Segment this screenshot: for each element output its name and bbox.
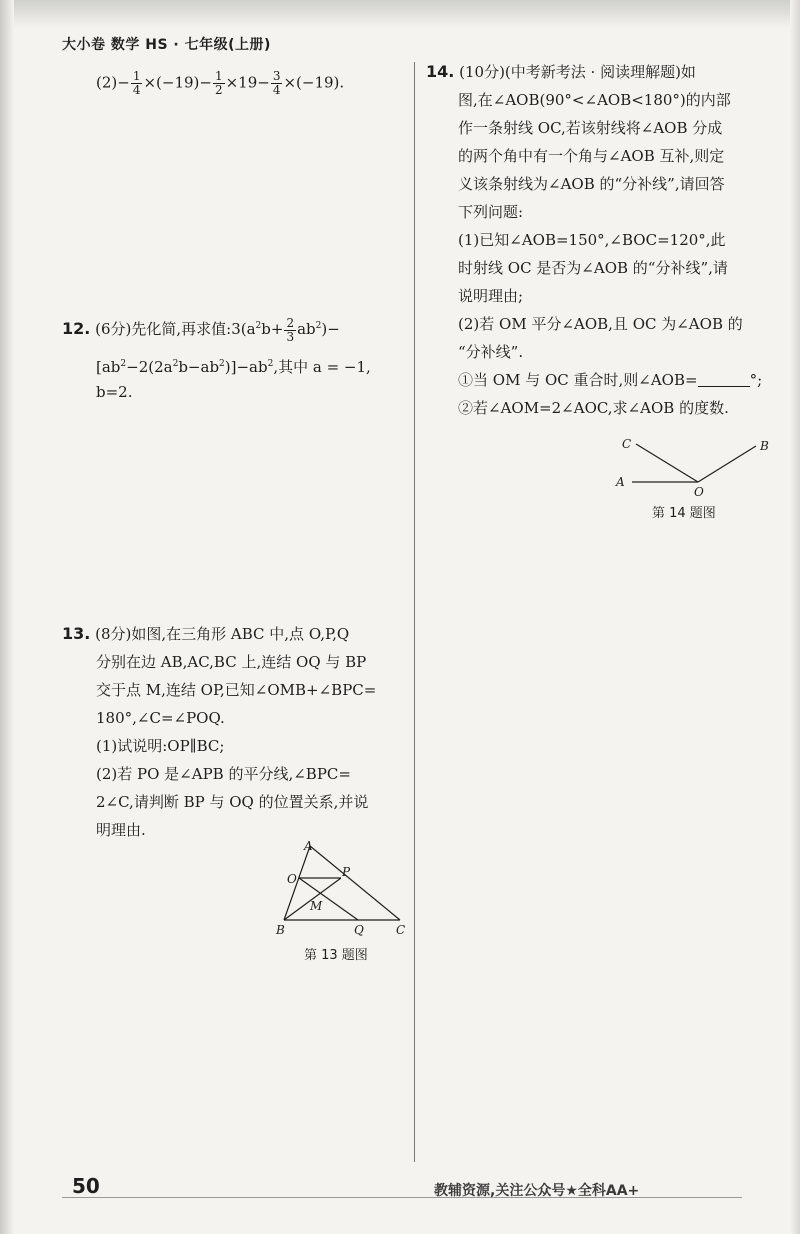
label-b: B: [276, 923, 285, 937]
column-divider: [414, 62, 415, 1162]
q12-line2: $[ab^2-2(2a^2b-ab^2)]-ab^2$,其中 a = −1,: [96, 358, 371, 376]
q14-line2: 图,在∠AOB(90°<∠AOB<180°)的内部: [458, 91, 731, 109]
q13-line1: 13. (8分)如图,在三角形 ABC 中,点 O,P,Q: [62, 624, 350, 643]
ray-oc: [636, 444, 698, 482]
q13-line4: 180°,∠C=∠POQ.: [96, 709, 225, 727]
q14-line8: 时射线 OC 是否为∠AOB 的“分补线”,请: [458, 259, 728, 277]
q13-line5: (1)试说明:OP∥BC;: [96, 737, 225, 755]
q13-line7: 2∠C,请判断 BP 与 OQ 的位置关系,并说: [96, 793, 369, 811]
q14-line3: 作一条射线 OC,若该射线将∠AOB 分成: [458, 119, 723, 137]
label-q: Q: [354, 923, 364, 937]
page-number: 50: [72, 1174, 100, 1198]
q11-part2: (2)− $\frac{1}{4}$ ×(−19)− $\frac{1}{2}$ ×19− $\frac{3}{4}$ ×(−19).: [96, 69, 345, 97]
q14-line12: ①当 OM 与 OC 重合时,则∠AOB= °;: [458, 371, 763, 389]
q14-line5: 义该条射线为∠AOB 的“分补线”,请回答: [458, 175, 725, 193]
q14-line13: ②若∠AOM=2∠AOC,求∠AOB 的度数.: [458, 399, 729, 417]
q14-line10: (2)若 OM 平分∠AOB,且 OC 为∠AOB 的: [458, 315, 743, 333]
label-o: O: [287, 872, 297, 886]
fraction: $\frac{3}{4}$: [272, 69, 281, 97]
label-o: O: [694, 485, 704, 498]
q14-line7: (1)已知∠AOB=150°,∠BOC=120°,此: [458, 231, 726, 249]
page-edge-shadow-top: [0, 0, 800, 28]
segment-oq: [299, 878, 358, 920]
footer-note: 教辅资源,关注公众号★全科AA+: [434, 1183, 640, 1199]
caption-q14: 第 14 题图: [652, 506, 716, 521]
figure-q14-angle: [610, 430, 780, 498]
page-edge-shadow-left: [0, 0, 14, 1234]
label-c: C: [396, 923, 406, 937]
figure-q13-triangle: [272, 838, 412, 940]
question-number-12: 12.: [62, 319, 91, 338]
ray-ob: [698, 446, 756, 482]
q12-line3: b=2.: [96, 383, 133, 401]
q14-line9: 说明理由;: [458, 287, 524, 305]
fraction: $\frac{1}{4}$: [132, 69, 141, 97]
q13-line2: 分别在边 AB,AC,BC 上,连结 OQ 与 BP: [96, 653, 367, 671]
q14-line1: 14. (10分)(中考新考法 · 阅读理解题)如: [426, 62, 696, 81]
side-ac: [310, 846, 400, 920]
footer-rule: [62, 1197, 742, 1198]
q14-line6: 下列问题:: [458, 203, 524, 221]
label-b: B: [760, 439, 769, 453]
label-m: M: [310, 899, 323, 913]
question-number-13: 13.: [62, 624, 91, 643]
fraction: $\frac{2}{3}$: [286, 315, 295, 344]
fraction: $\frac{1}{2}$: [214, 69, 223, 97]
q13-line8: 明理由.: [96, 821, 146, 839]
q14-line11: “分补线”.: [458, 343, 524, 361]
label-a: A: [304, 839, 313, 853]
running-header: 大小卷 数学 HS · 七年级(上册): [62, 37, 271, 53]
q13-line6: (2)若 PO 是∠APB 的平分线,∠BPC=: [96, 765, 351, 783]
answer-blank: [698, 370, 750, 387]
label-a: A: [616, 475, 625, 489]
label-c: C: [622, 437, 632, 451]
q12-line1: 12. (6分)先化简,再求值$:3(a^2b+$ $\frac{2}{3}$ $ab^2)-$: [62, 315, 340, 344]
page-edge-shadow-right: [790, 0, 800, 1234]
q14-line4: 的两个角中有一个角与∠AOB 互补,则定: [458, 147, 725, 165]
question-number-14: 14.: [426, 62, 455, 81]
caption-q13: 第 13 题图: [304, 948, 368, 963]
q13-line3: 交于点 M,连结 OP,已知∠OMB+∠BPC=: [96, 681, 377, 699]
label-p: P: [342, 865, 351, 879]
